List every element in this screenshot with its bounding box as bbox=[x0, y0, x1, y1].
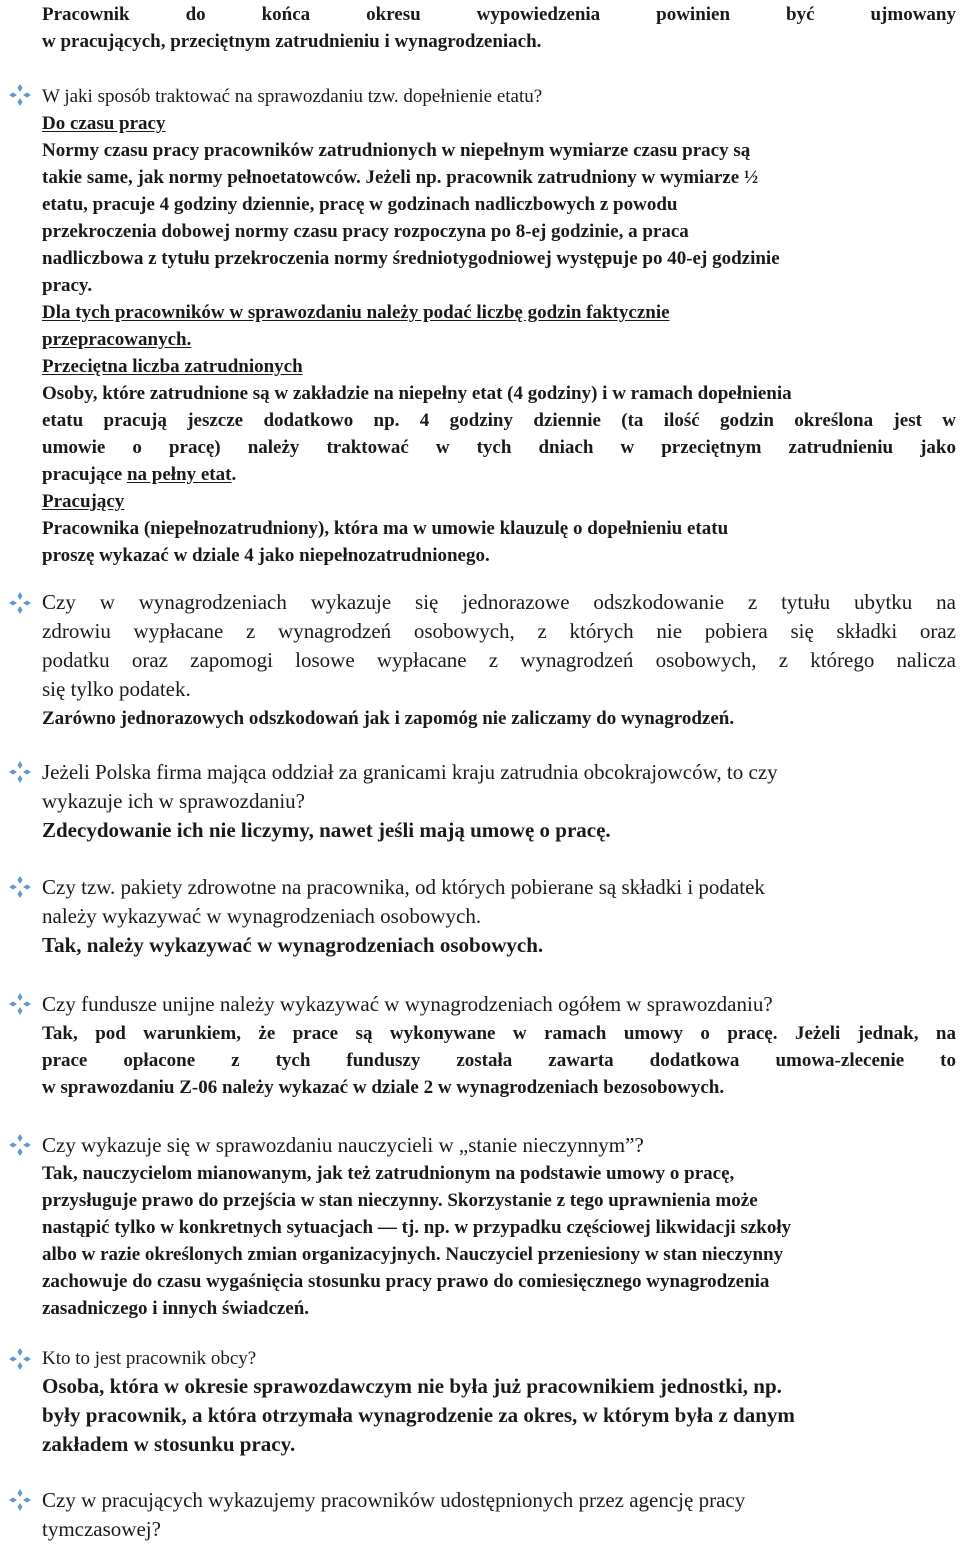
text-line: przekroczenia dobowej normy czasu pracy rozpoczyna po 8-ej godzinie, a praca bbox=[42, 221, 689, 242]
section-heading: Do czasu pracy bbox=[42, 113, 166, 134]
question-text: tymczasowej? bbox=[42, 1517, 161, 1541]
text-line: nadliczbowa z tytułu przekroczenia normy średniotygodniowej występuje po 40-ej godzinie bbox=[42, 248, 780, 269]
question-text: zdrowiu wypłacane z wynagrodzeń osobowych, z których nie pobiera się składki oraz bbox=[42, 619, 956, 643]
answer-text: przysługuje prawo do przejścia w stan nieczynny. Skorzystanie z tego uprawnienia może bbox=[42, 1190, 758, 1211]
diamond-bullet-icon bbox=[8, 875, 32, 899]
answer-text: Osoba, która w okresie sprawozdawczym nie była już pracownikiem jednostki, np. bbox=[42, 1374, 782, 1398]
question-text: Czy w wynagrodzeniach wykazuje się jednorazowe odszkodowanie z tytułu ubytku na bbox=[42, 590, 956, 614]
answer-text: Zarówno jednorazowych odszkodowań jak i zapomóg nie zaliczamy do wynagrodzeń. bbox=[42, 708, 735, 729]
answer-text: Tak, nauczycielom mianowanym, jak też zatrudnionym na podstawie umowy o pracę, bbox=[42, 1163, 735, 1184]
question-text: należy wykazywać w wynagrodzeniach osobowych. bbox=[42, 904, 482, 928]
answer-text: Tak, pod warunkiem, że prace są wykonywane w ramach umowy o pracę. Jeżeli jednak, na bbox=[42, 1023, 956, 1044]
text-line: pracy. bbox=[42, 275, 93, 296]
question-text: W jaki sposób traktować na sprawozdaniu tzw. dopełnienie etatu? bbox=[42, 86, 543, 107]
answer-text: Zdecydowanie ich nie liczymy, nawet jeśli mają umowę o pracę. bbox=[42, 818, 611, 842]
text-line: Pracownik do końca okresu wypowiedzenia powinien być ujmowany bbox=[42, 4, 956, 25]
diamond-bullet-icon bbox=[8, 591, 32, 615]
answer-text: w sprawozdaniu Z-06 należy wykazać w dziale 2 w wynagrodzeniach bezosobowych. bbox=[42, 1077, 725, 1098]
answer-text: zachowuje do czasu wygaśnięcia stosunku pracy prawo do comiesięcznego wynagrodzenia bbox=[42, 1271, 770, 1292]
section-heading: Przeciętna liczba zatrudnionych bbox=[42, 356, 303, 377]
diamond-bullet-icon bbox=[8, 83, 32, 107]
question-text: Czy tzw. pakiety zdrowotne na pracownika, od których pobierane są składki i podatek bbox=[42, 875, 765, 899]
answer-text: zakładem w stosunku pracy. bbox=[42, 1432, 296, 1456]
answer-text: nastąpić tylko w konkretnych sytuacjach — tj. np. w przypadku częściowej likwidacji szkoły bbox=[42, 1217, 792, 1238]
text-line: etatu pracują jeszcze dodatkowo np. 4 godziny dziennie (ta ilość godzin określona jest w bbox=[42, 410, 956, 431]
text-line: etatu, pracuje 4 godziny dziennie, pracę w godzinach nadliczbowych z powodu bbox=[42, 194, 678, 215]
text-line: proszę wykazać w dziale 4 jako niepełnozatrudnionego. bbox=[42, 545, 490, 566]
section-heading: Pracujący bbox=[42, 491, 125, 512]
text-line: w pracujących, przeciętnym zatrudnieniu i wynagrodzeniach. bbox=[42, 31, 542, 52]
question-text: Czy wykazuje się w sprawozdaniu nauczycieli w „stanie nieczynnym”? bbox=[42, 1133, 644, 1157]
diamond-bullet-icon bbox=[8, 760, 32, 784]
text-line: Pracownika (niepełnozatrudniony), która ma w umowie klauzulę o dopełnieniu etatu bbox=[42, 518, 729, 539]
question-text: Jeżeli Polska firma mająca oddział za granicami kraju zatrudnia obcokrajowców, to czy bbox=[42, 760, 778, 784]
answer-text: albo w razie określonych zmian organizacyjnych. Nauczyciel przeniesiony w stan nieczynny bbox=[42, 1244, 784, 1265]
question-text: się tylko podatek. bbox=[42, 677, 191, 701]
text-line: takie same, jak normy pełnoetatowców. Jeżeli np. pracownik zatrudniony w wymiarze ½ bbox=[42, 167, 759, 188]
text-line: umowie o pracę) należy traktować w tych dniach w przeciętnym zatrudnieniu jako bbox=[42, 437, 956, 458]
answer-text: zasadniczego i innych świadczeń. bbox=[42, 1298, 310, 1319]
diamond-bullet-icon bbox=[8, 992, 32, 1016]
question-text: Czy fundusze unijne należy wykazywać w wynagrodzeniach ogółem w sprawozdaniu? bbox=[42, 992, 773, 1016]
text-line: Normy czasu pracy pracowników zatrudnionych w niepełnym wymiarze czasu pracy są bbox=[42, 140, 751, 161]
text-line: Osoby, które zatrudnione są w zakładzie na niepełny etat (4 godziny) i w ramach dopełnienia bbox=[42, 383, 792, 404]
text-line: pracujące na pełny etat. bbox=[42, 464, 237, 485]
diamond-bullet-icon bbox=[8, 1347, 32, 1371]
text-line: przepracowanych. bbox=[42, 329, 192, 350]
diamond-bullet-icon bbox=[8, 1133, 32, 1157]
question-text: podatku oraz zapomogi losowe wypłacane z wynagrodzeń osobowych, z którego nalicza bbox=[42, 648, 956, 672]
question-text: wykazuje ich w sprawozdaniu? bbox=[42, 789, 305, 813]
question-text: Czy w pracujących wykazujemy pracowników udostępnionych przez agencję pracy bbox=[42, 1488, 746, 1512]
diamond-bullet-icon bbox=[8, 1488, 32, 1512]
answer-text: były pracownik, a która otrzymała wynagrodzenie za okres, w którym była z danym bbox=[42, 1403, 795, 1427]
text-line: Dla tych pracowników w sprawozdaniu należy podać liczbę godzin faktycznie bbox=[42, 302, 670, 323]
question-text: Kto to jest pracownik obcy? bbox=[42, 1348, 257, 1369]
answer-text: prace opłacone z tych funduszy została zawarta dodatkowa umowa-zlecenie to bbox=[42, 1050, 956, 1071]
answer-text: Tak, należy wykazywać w wynagrodzeniach osobowych. bbox=[42, 933, 544, 957]
